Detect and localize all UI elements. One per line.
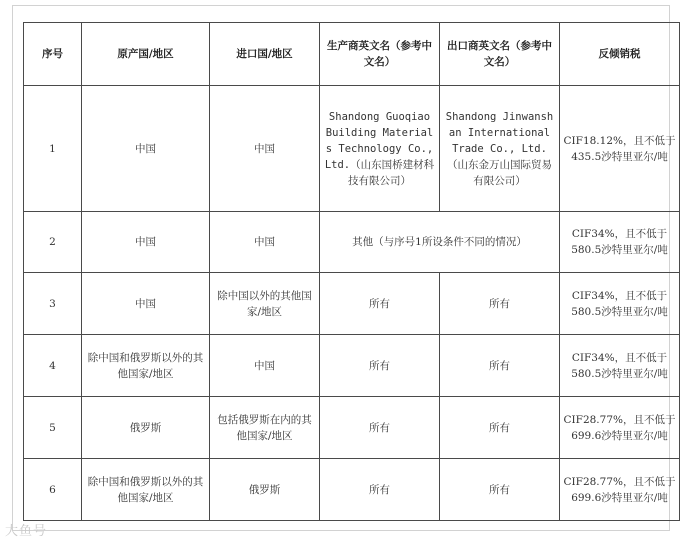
cell-producer: 所有 <box>320 459 440 521</box>
header-producer: 生产商英文名（参考中文名） <box>320 23 440 86</box>
cell-seq: 4 <box>24 335 82 397</box>
cell-seq: 5 <box>24 397 82 459</box>
cell-producer: 所有 <box>320 397 440 459</box>
table-header-row <box>24 23 680 86</box>
table-row <box>24 459 680 521</box>
cell-seq: 2 <box>24 212 82 273</box>
cell-seq: 3 <box>24 273 82 335</box>
cell-origin: 中国 <box>82 273 210 335</box>
cell-merged-other: 其他（与序号1所设条件不同的情况） <box>320 212 560 273</box>
anti-dumping-duty-table <box>23 22 680 521</box>
header-import: 进口国/地区 <box>210 23 320 86</box>
cell-duty: CIF34%，且不低于580.5沙特里亚尔/吨 <box>560 335 680 397</box>
watermark: 大鱼号 <box>5 524 48 539</box>
cell-import: 中国 <box>210 86 320 212</box>
cell-producer: 所有 <box>320 273 440 335</box>
cell-duty: CIF18.12%，且不低于435.5沙特里亚尔/吨 <box>560 86 680 212</box>
header-exporter: 出口商英文名（参考中文名） <box>440 23 560 86</box>
cell-import: 俄罗斯 <box>210 459 320 521</box>
cell-producer: 所有 <box>320 335 440 397</box>
cell-origin: 除中国和俄罗斯以外的其他国家/地区 <box>82 459 210 521</box>
header-duty: 反倾销税 <box>560 23 680 86</box>
cell-import: 中国 <box>210 335 320 397</box>
table-row <box>24 86 680 212</box>
cell-import: 包括俄罗斯在内的其他国家/地区 <box>210 397 320 459</box>
cell-duty: CIF28.77%，且不低于699.6沙特里亚尔/吨 <box>560 397 680 459</box>
table-row <box>24 273 680 335</box>
cell-origin: 中国 <box>82 212 210 273</box>
cell-duty: CIF34%，且不低于580.5沙特里亚尔/吨 <box>560 273 680 335</box>
cell-import: 除中国以外的其他国家/地区 <box>210 273 320 335</box>
table-row <box>24 212 680 273</box>
cell-origin: 中国 <box>82 86 210 212</box>
cell-seq: 1 <box>24 86 82 212</box>
cell-seq: 6 <box>24 459 82 521</box>
cell-origin: 俄罗斯 <box>82 397 210 459</box>
header-origin: 原产国/地区 <box>82 23 210 86</box>
cell-exporter: Shandong Jinwanshan International Trade Co., Ltd.（山东金万山国际贸易有限公司） <box>440 86 560 212</box>
cell-exporter: 所有 <box>440 335 560 397</box>
cell-exporter: 所有 <box>440 397 560 459</box>
cell-exporter: 所有 <box>440 459 560 521</box>
cell-duty: CIF34%，且不低于580.5沙特里亚尔/吨 <box>560 212 680 273</box>
table-row <box>24 397 680 459</box>
table-row <box>24 335 680 397</box>
cell-duty: CIF28.77%，且不低于699.6沙特里亚尔/吨 <box>560 459 680 521</box>
header-seq: 序号 <box>24 23 82 86</box>
cell-exporter: 所有 <box>440 273 560 335</box>
cell-producer: Shandong Guoqiao Building Materials Technology Co., Ltd.（山东国桥建材科技有限公司） <box>320 86 440 212</box>
cell-import: 中国 <box>210 212 320 273</box>
cell-origin: 除中国和俄罗斯以外的其他国家/地区 <box>82 335 210 397</box>
